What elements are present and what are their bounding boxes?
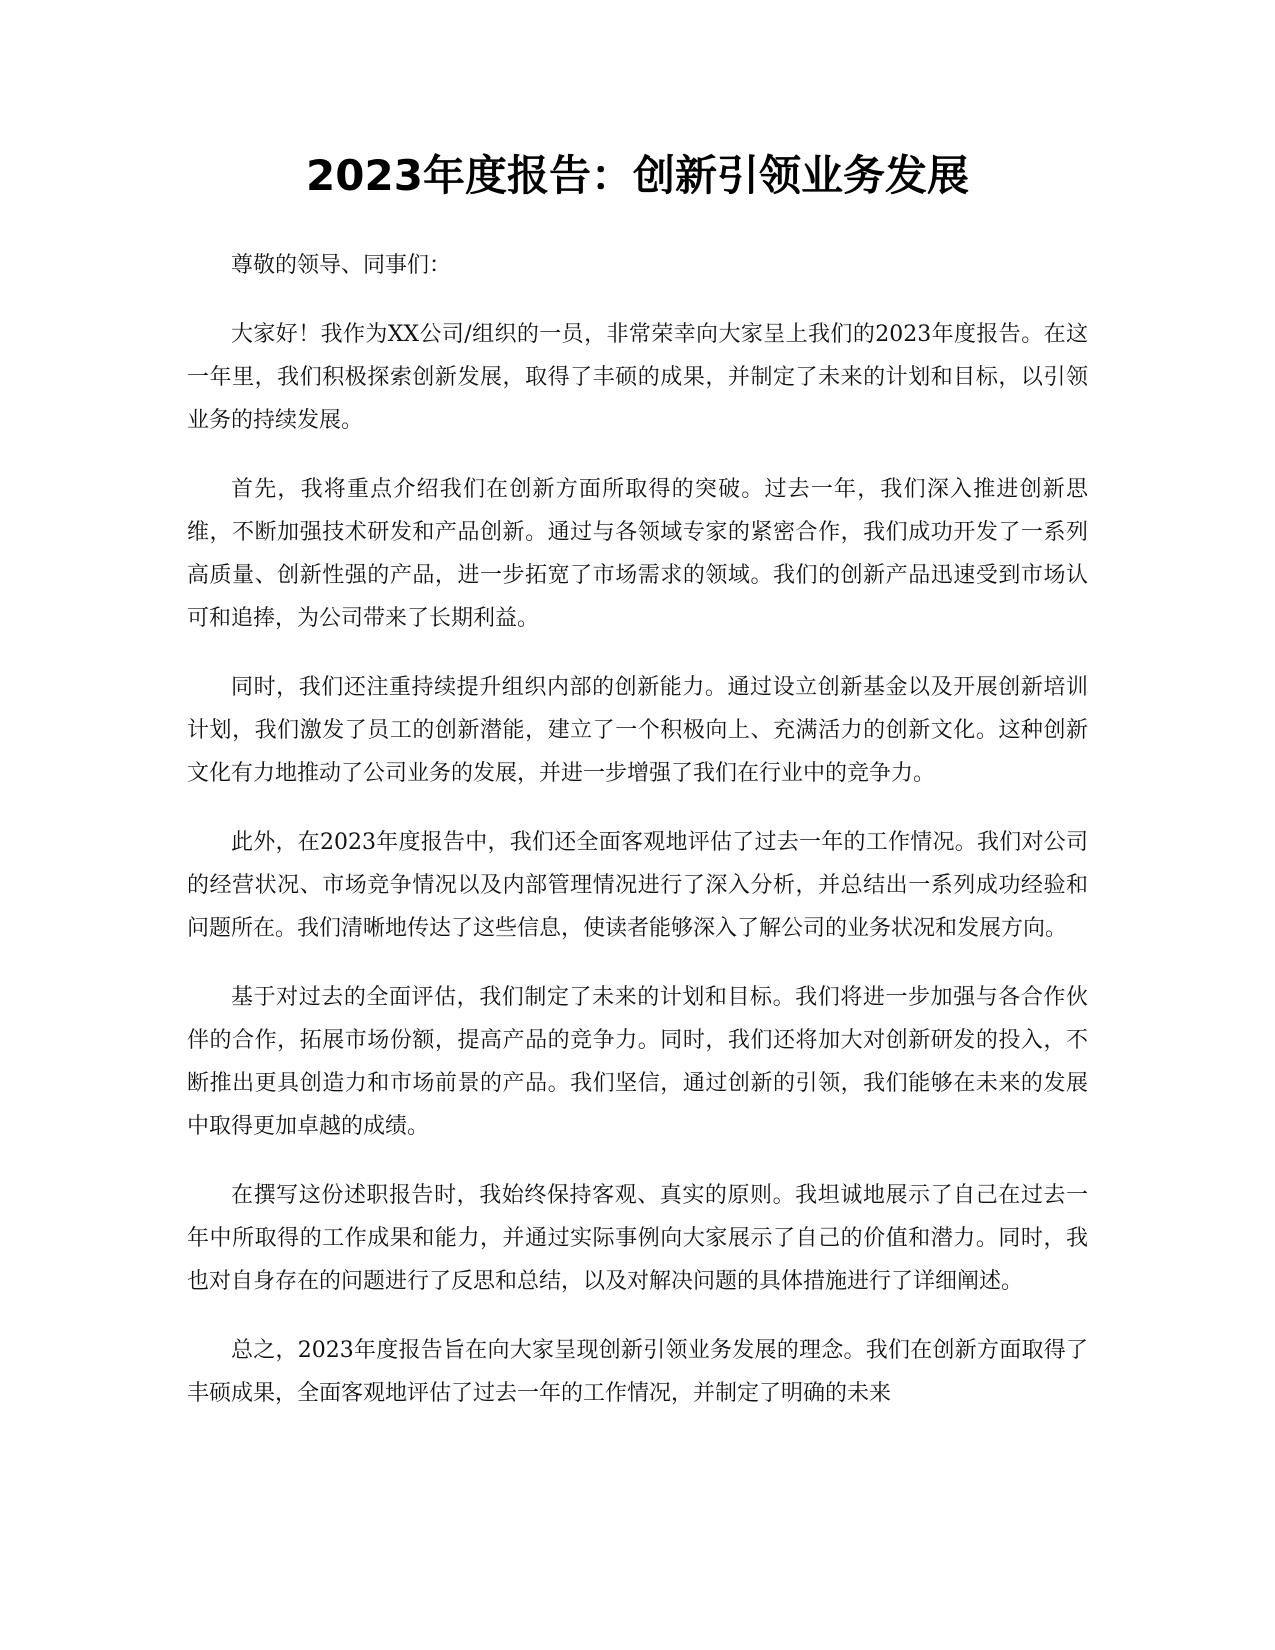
paragraph: 在撰写这份述职报告时，我始终保持客观、真实的原则。我坦诚地展示了自己在过去一年中所取得的工作成果和能力，并通过实际事例向大家展示了自己的价值和潜力。同时，我也对自身存在的问题进行了反思和总结，以及对解决问题的具体措施进行了详细阐述。 [187, 1183, 1088, 1294]
document-body [187, 244, 1088, 1441]
paragraph: 基于对过去的全面评估，我们制定了未来的计划和目标。我们将进一步加强与各合作伙伴的合作，拓展市场份额，提高产品的竞争力。同时，我们还将加大对创新研发的投入，不断推出更具创造力和市场前景的产品。我们坚信，通过创新的引领，我们能够在未来的发展中取得更加卓越的成绩。 [187, 985, 1088, 1139]
paragraph: 同时，我们还注重持续提升组织内部的创新能力。通过设立创新基金以及开展创新培训计划，我们激发了员工的创新潜能，建立了一个积极向上、充满活力的创新文化。这种创新文化有力地推动了公司业务的发展，并进一步增强了我们在行业中的竞争力。 [187, 675, 1088, 786]
paragraph: 首先，我将重点介绍我们在创新方面所取得的突破。过去一年，我们深入推进创新思维，不断加强技术研发和产品创新。通过与各领域专家的紧密合作，我们成功开发了一系列高质量、创新性强的产品，进一步拓宽了市场需求的领域。我们的创新产品迅速受到市场认可和追捧，为公司带来了长期利益。 [187, 477, 1088, 631]
document-title: 2023年度报告：创新引领业务发展 [306, 151, 969, 200]
salutation: 尊敬的领导、同事们： [231, 253, 452, 278]
paragraph: 大家好！我作为XX公司/组织的一员，非常荣幸向大家呈上我们的2023年度报告。在这一年里，我们积极探索创新发展，取得了丰硕的成果，并制定了未来的计划和目标，以引领业务的持续发展。 [187, 322, 1088, 433]
paragraph: 总之，2023年度报告旨在向大家呈现创新引领业务发展的理念。我们在创新方面取得了丰硕成果，全面客观地评估了过去一年的工作情况，并制定了明确的未来 [187, 1338, 1088, 1406]
paragraph: 此外，在2023年度报告中，我们还全面客观地评估了过去一年的工作情况。我们对公司的经营状况、市场竞争情况以及内部管理情况进行了深入分析，并总结出一系列成功经验和问题所在。我们清晰地传达了这些信息，使读者能够深入了解公司的业务状况和发展方向。 [187, 830, 1088, 941]
